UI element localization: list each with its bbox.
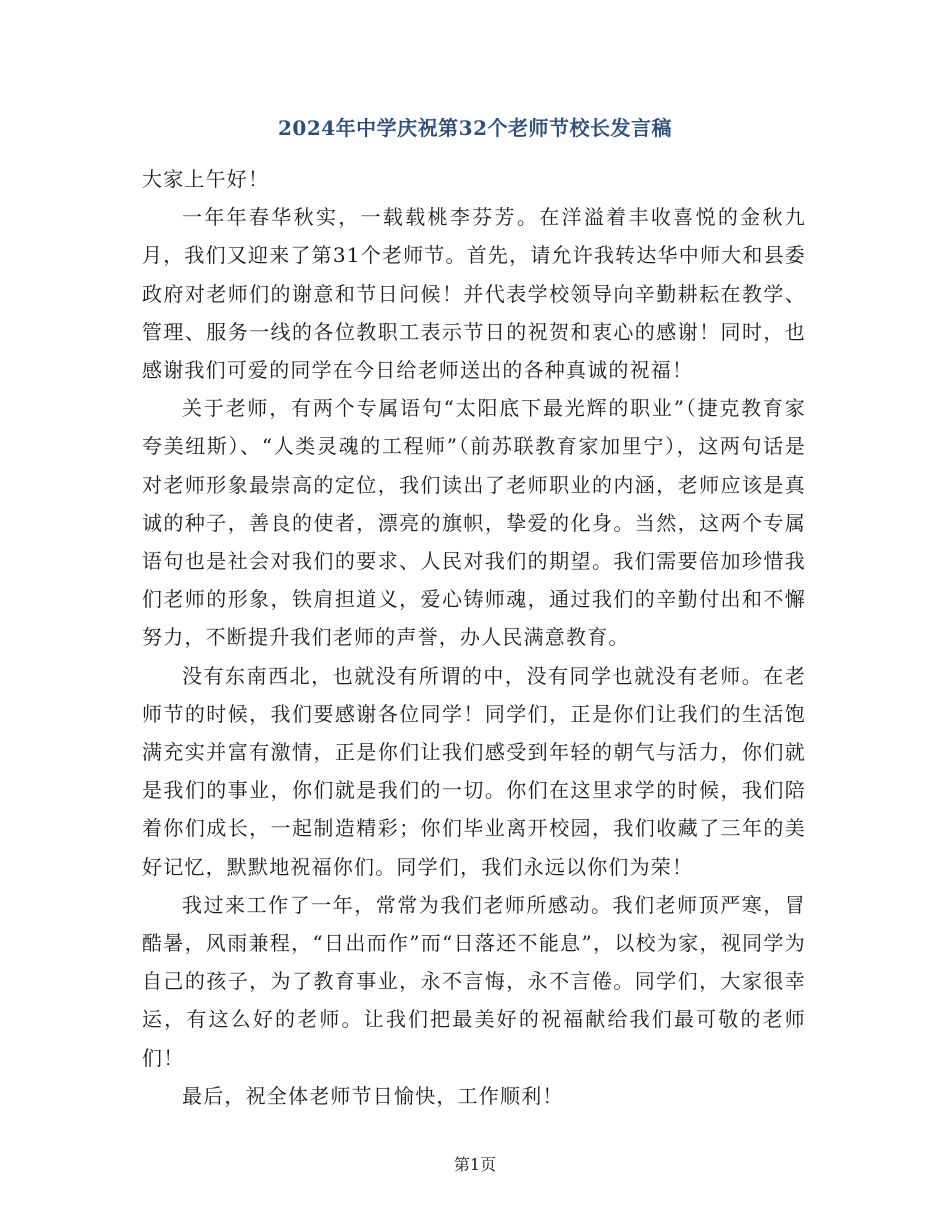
paragraph-3: 没有东南西北，也就没有所谓的中，没有同学也就没有老师。在老师节的时候，我们要感谢各位同学！同学们，正是你们让我们的生活饱满充实并富有激情，正是你们让我们感受到年轻的朝气与活力，你们就是我们的事业，你们就是我们的一切。你们在这里求学的时候，我们陪着你们成长，一起制造精彩；你们毕业离开校园，我们收藏了三年的美好记忆，默默地祝福你们。同学们，我们永远以你们为荣！: [142, 663, 806, 879]
document-title: 2024年中学庆祝第32个老师节校长发言稿: [278, 116, 672, 140]
paragraph-2: 关于老师，有两个专属语句“太阳底下最光辉的职业”（捷克教育家夸美纽斯）、“人类灵魂的工程师”（前苏联教育家加里宁），这两句话是对老师形象最崇高的定位，我们读出了老师职业的内涵，老师应该是真诚的种子，善良的使者，漂亮的旗帜，挚爱的化身。当然，这两个专属语句也是社会对我们的要求、人民对我们的期望。我们需要倍加珍惜我们老师的形象，铁肩担道义，爱心铸师魂，通过我们的辛勤付出和不懈努力，不断提升我们老师的声誉，办人民满意教育。: [142, 396, 806, 650]
page-number: 第1页: [453, 1155, 497, 1174]
greeting: 大家上午好！: [142, 167, 270, 191]
paragraph-5: 最后，祝全体老师节日愉快，工作顺利！: [182, 1083, 564, 1108]
paragraph-1: 一年年春华秋实，一载载桃李芬芳。在洋溢着丰收喜悦的金秋九月，我们又迎来了第31个老师节。首先，请允许我转达华中师大和县委政府对老师们的谢意和节日问候！并代表学校领导向辛勤耕耘在教学、管理、服务一线的各位教职工表示节日的祝贺和衷心的感谢！同时，也感谢我们可爱的同学在今日给老师送出的各种真诚的祝福！: [142, 205, 806, 383]
document-body: [142, 160, 806, 1115]
paragraph-4: 我过来工作了一年，常常为我们老师所感动。我们老师顶严寒，冒酷暑，风雨兼程，“日出而作”而“日落还不能息”，以校为家，视同学为自己的孩子，为了教育事业，永不言悔，永不言倦。同学们，大家很幸运，有这么好的老师。让我们把最美好的祝福献给我们最可敬的老师们！: [142, 892, 806, 1070]
